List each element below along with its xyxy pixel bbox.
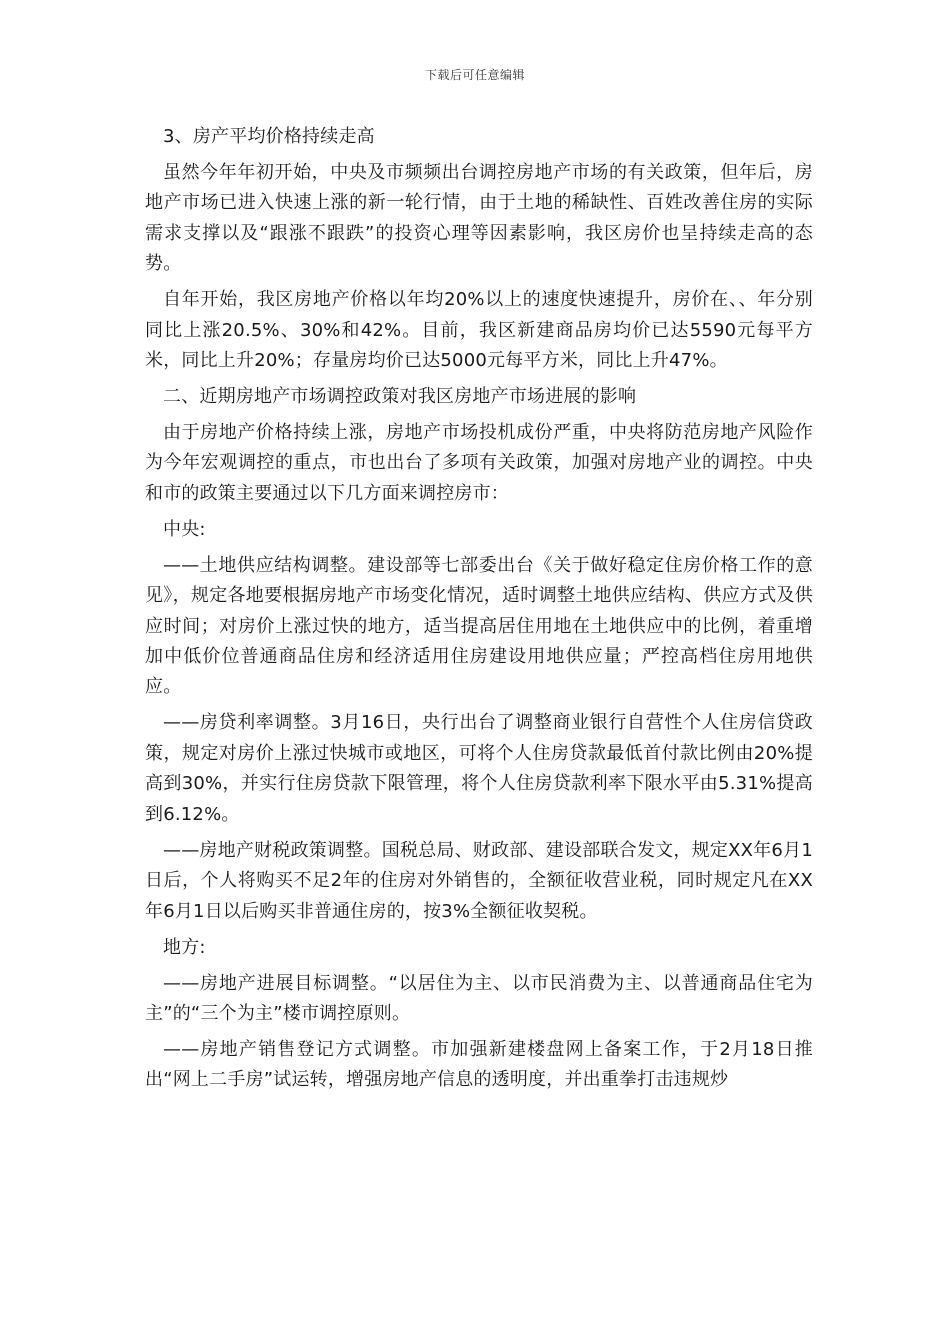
page-header: 下载后可任意编辑 [424,68,525,82]
paragraph: ——房地产进展目标调整。“以居住为主、以市民消费为主、以普通商品住宅为主”的“三个为主”楼市调控原则。 [145,972,813,1024]
paragraph: ——房贷利率调整。3月16日，央行出台了调整商业银行自营性个人住房信贷政策，规定对房价上涨过快城市或地区，可将个人住房贷款最低首付款比例由20%提高到30%，并实行住房贷款下限管理，将个人住房贷款利率下限水平由5.31%提高到6.12%。 [145,712,813,825]
paragraph: 自年开始，我区房地产价格以年均20%以上的速度快速提升，房价在、、年分别同比上涨20.5%、30%和42%。目前，我区新建商品房均价已达5590元每平方米，同比上升20%；存量房均价已达5000元每平方米，同比上升47%。 [145,289,813,372]
paragraph: ——土地供应结构调整。建设部等七部委出台《关于做好稳定住房价格工作的意见》，规定各地要根据房地产市场变化情况，适时调整土地供应结构、供应方式及供应时间；对房价上涨过快的地方，适当提高居住用地在土地供应中的比例，着重增加中低价位普通商品住房和经济适用住房建设用地供应量；严控高档住房用地供应。 [145,554,813,698]
subheading: 中央: [163,518,206,540]
paragraph: 虽然今年年初开始，中央及市频频出台调控房地产市场的有关政策，但年后，房地产市场已进入快速上涨的新一轮行情，由于土地的稀缺性、百姓改善住房的实际需求支撑以及“跟涨不跟跌”的投资心理等因素影响，我区房价也呈持续走高的态势。 [145,162,813,275]
section-heading: 3、房产平均价格持续走高 [163,126,375,147]
paragraph: ——房地产销售登记方式调整。市加强新建楼盘网上备案工作，于2月18日推出“网上二手房”试运转，增强房地产信息的透明度，并出重拳打击违规炒 [145,1038,813,1091]
paragraph: 由于房地产价格持续上涨，房地产市场投机成份严重，中央将防范房地产风险作为今年宏观调控的重点，市也出台了多项有关政策，加强对房地产业的调控。中央和市的政策主要通过以下几方面来调控房市： [145,422,813,504]
section-heading: 二、近期房地产市场调控政策对我区房地产市场进展的影响 [163,386,637,408]
paragraph: ——房地产财税政策调整。国税总局、财政部、建设部联合发文，规定XX年6月1日后，个人将购买不足2年的住房对外销售的，全额征收营业税，同时规定凡在XX年6月1日以后购买非普通住房的，按3%全额征收契税。 [145,839,813,922]
subheading: 地方: [163,936,206,958]
document-body [145,122,813,1101]
